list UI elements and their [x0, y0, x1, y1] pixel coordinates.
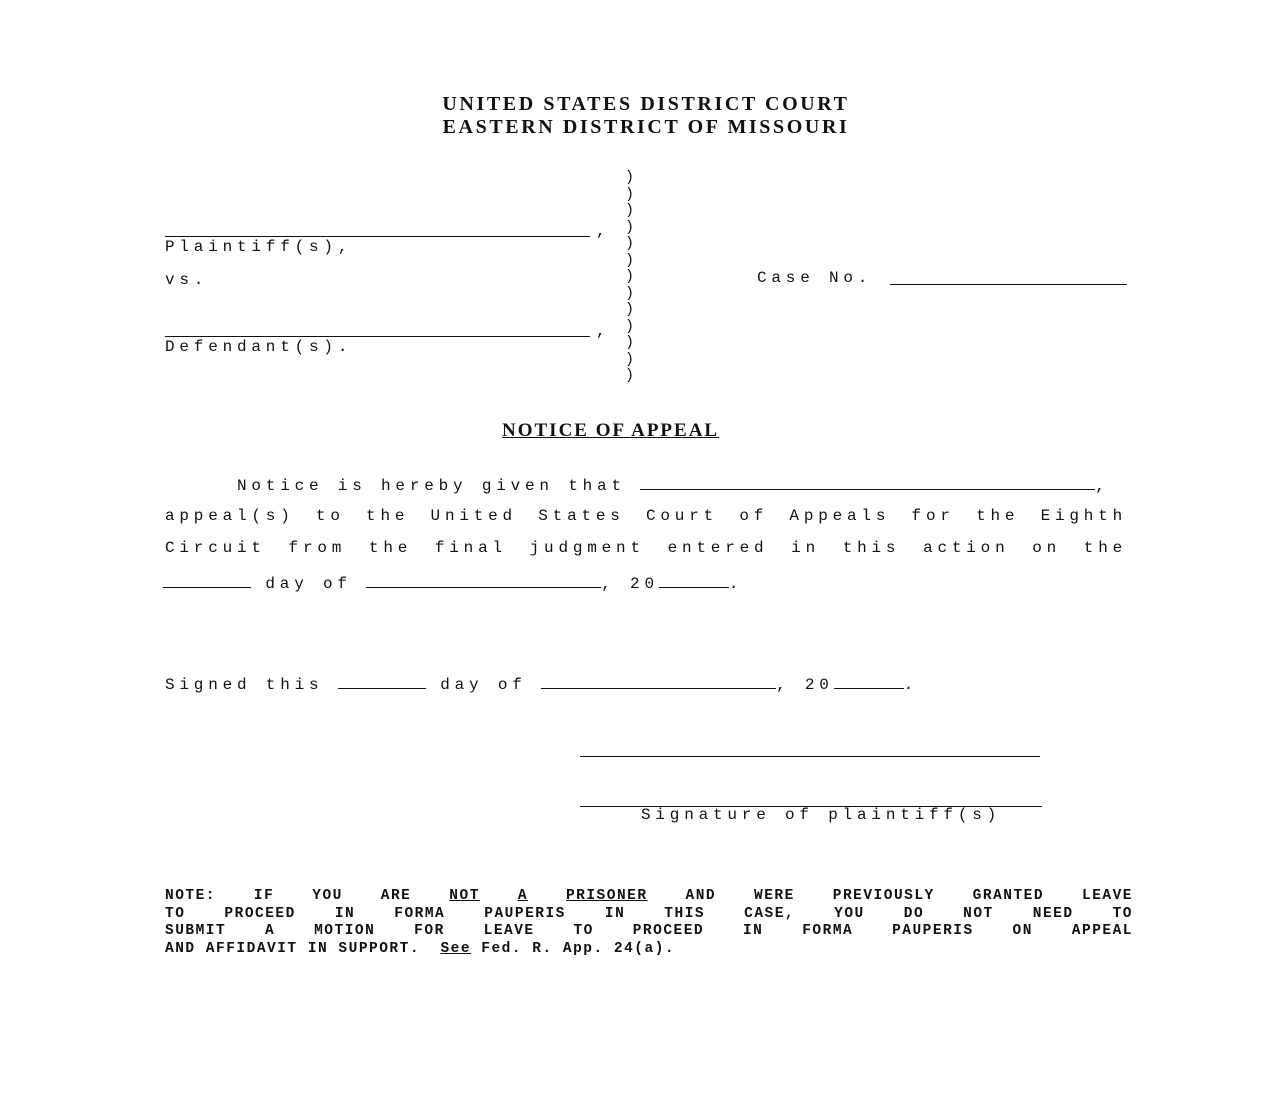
- district-name: EASTERN DISTRICT OF MISSOURI: [442, 116, 850, 138]
- note-text: AND AFFIDAVIT IN SUPPORT.: [165, 940, 421, 957]
- signed-date-line: [165, 674, 918, 694]
- note-line-4: [165, 941, 1133, 959]
- signature-label: Signature of plaintiff(s): [641, 806, 1002, 824]
- plaintiff-label: Plaintiff(s),: [165, 238, 353, 256]
- note-text: NOTE: IF YOU ARE: [165, 888, 412, 904]
- judgment-day-of: day of: [265, 575, 352, 593]
- judgment-year-field[interactable]: [659, 573, 729, 588]
- signed-day-field[interactable]: [338, 674, 426, 689]
- notice-line-3: Circuit from the final judgment entered in this action on the: [165, 539, 1127, 557]
- case-number-field[interactable]: [890, 284, 1127, 285]
- notice-line-2: appeal(s) to the United States Court of Appeals for the Eighth: [165, 507, 1127, 525]
- judgment-date-line: [163, 573, 743, 593]
- signed-period: .: [903, 676, 919, 694]
- court-name: UNITED STATES DISTRICT COURT: [442, 93, 850, 115]
- judgment-year-prefix: , 20: [601, 575, 659, 593]
- versus-label: vs.: [165, 271, 209, 289]
- note-text: AND WERE PREVIOUSLY GRANTED LEAVE: [685, 888, 1134, 904]
- signed-year-prefix: , 20: [776, 676, 834, 694]
- appellant-name-field[interactable]: [640, 475, 1095, 490]
- notice-intro: Notice is hereby given that: [237, 477, 626, 495]
- defendant-name-field[interactable]: [165, 336, 590, 337]
- judgment-period: .: [728, 575, 744, 593]
- defendant-label: Defendant(s).: [165, 338, 353, 356]
- signature-field-1[interactable]: [580, 756, 1040, 757]
- plaintiff-name-field[interactable]: [165, 236, 590, 237]
- signed-day-of: day of: [440, 676, 527, 694]
- note-emphasis-not: NOT: [449, 888, 480, 904]
- note-see: See: [440, 940, 472, 957]
- note-citation: Fed. R. App. 24(a).: [481, 940, 676, 957]
- defendant-comma: ,: [596, 322, 611, 340]
- caption-parentheses: ) ) ) ) ) ) ) ) ) ) ) ) ): [625, 169, 635, 384]
- plaintiff-comma: ,: [596, 222, 611, 240]
- signed-year-field[interactable]: [834, 674, 904, 689]
- notice-line-1: [237, 475, 1110, 495]
- document-title: NOTICE OF APPEAL: [502, 420, 720, 441]
- case-number-label: Case No.: [757, 269, 873, 287]
- prisoner-note: [165, 888, 1133, 958]
- signed-month-field[interactable]: [541, 674, 776, 689]
- judgment-month-field[interactable]: [366, 573, 601, 588]
- signed-this-label: Signed this: [165, 676, 324, 694]
- note-line-1: [165, 888, 1133, 906]
- note-emphasis-a: A: [517, 888, 529, 904]
- note-line-2: TO PROCEED IN FORMA PAUPERIS IN THIS CASE, YOU DO NOT NEED TO: [165, 905, 1133, 922]
- note-emphasis-prisoner: PRISONER: [565, 888, 648, 904]
- judgment-day-field[interactable]: [163, 573, 251, 588]
- note-line-3: SUBMIT A MOTION FOR LEAVE TO PROCEED IN FORMA PAUPERIS ON APPEAL: [165, 923, 1133, 939]
- appellant-comma: ,: [1095, 477, 1110, 495]
